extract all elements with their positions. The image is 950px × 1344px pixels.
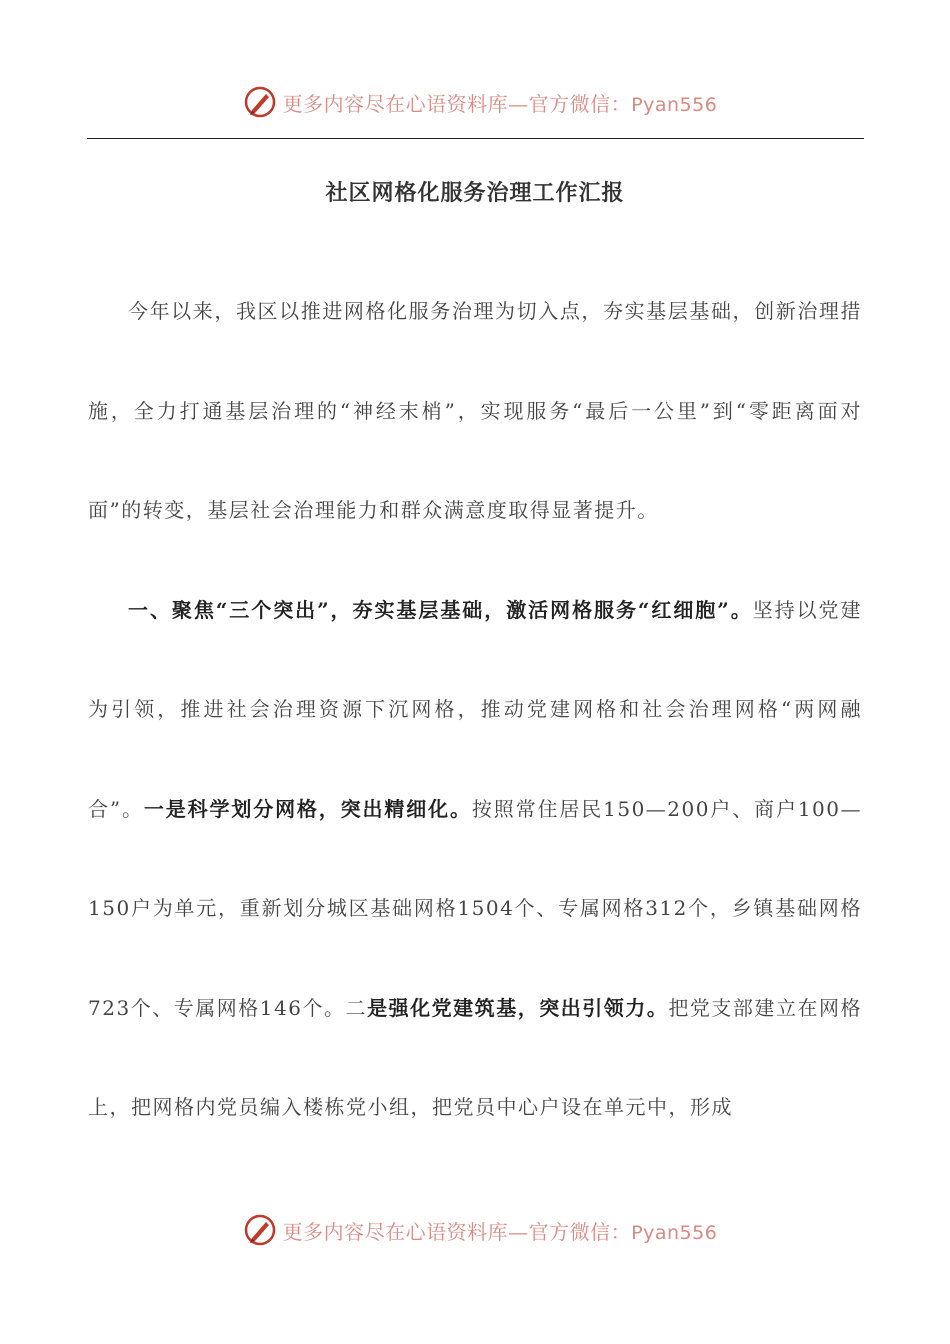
- header-separator: —: [508, 91, 529, 116]
- point2-heading: 是强化党建筑基，突出引领力。: [367, 995, 669, 1020]
- header-contact-id: Pyan556: [631, 93, 718, 116]
- pen-logo-icon: [243, 85, 277, 119]
- point1-heading: 一是科学划分网格，突出精细化。: [143, 796, 472, 821]
- footer-contact-label: 官方微信：: [528, 1219, 632, 1244]
- footer-separator: —: [508, 1219, 529, 1244]
- point2-prefix: 二: [345, 995, 368, 1020]
- page-title: 社区网格化服务治理工作汇报: [325, 180, 625, 206]
- section1-text: 坚持以党建为引领，推进社会治理资源下沉网格，推动党建网格和社会治理网格“两网融合”。: [88, 597, 863, 821]
- header-contact-label: 官方微信：: [528, 91, 632, 116]
- footer-banner: [0, 1210, 950, 1250]
- footer-site-text: 更多内容尽在心语资料库: [282, 1219, 509, 1244]
- document-body: [88, 262, 862, 1158]
- point2-text: 把党支部建立在网格上，把网格内党员编入楼栋党小组，把党员中心户设在单元中，形成: [88, 995, 863, 1119]
- pen-logo-icon: [243, 1213, 277, 1247]
- header-banner-text: [283, 88, 718, 117]
- header-divider: [87, 138, 864, 139]
- footer-banner-text: [283, 1216, 718, 1245]
- header-banner: [0, 82, 950, 122]
- section1-heading: 一、聚焦“三个突出”，夯实基层基础，激活网格服务“红细胞”。: [128, 597, 753, 622]
- intro-paragraph: 今年以来，我区以推进网格化服务治理为切入点，夯实基层基础，创新治理措施，全力打通基层治理的“神经末梢”，实现服务“最后一公里”到“零距离面对面”的转变，基层社会治理能力和群众满意度取得显著提升。: [88, 299, 862, 522]
- point1-text: 按照常住居民150—200户、商户100—150户为单元，重新划分城区基础网格1504个、专属网格312个，乡镇基础网格723个、专属网格146个。: [88, 796, 862, 1020]
- section1-paragraph: [88, 561, 862, 1158]
- header-site-text: 更多内容尽在心语资料库: [282, 91, 509, 116]
- footer-contact-id: Pyan556: [631, 1221, 718, 1244]
